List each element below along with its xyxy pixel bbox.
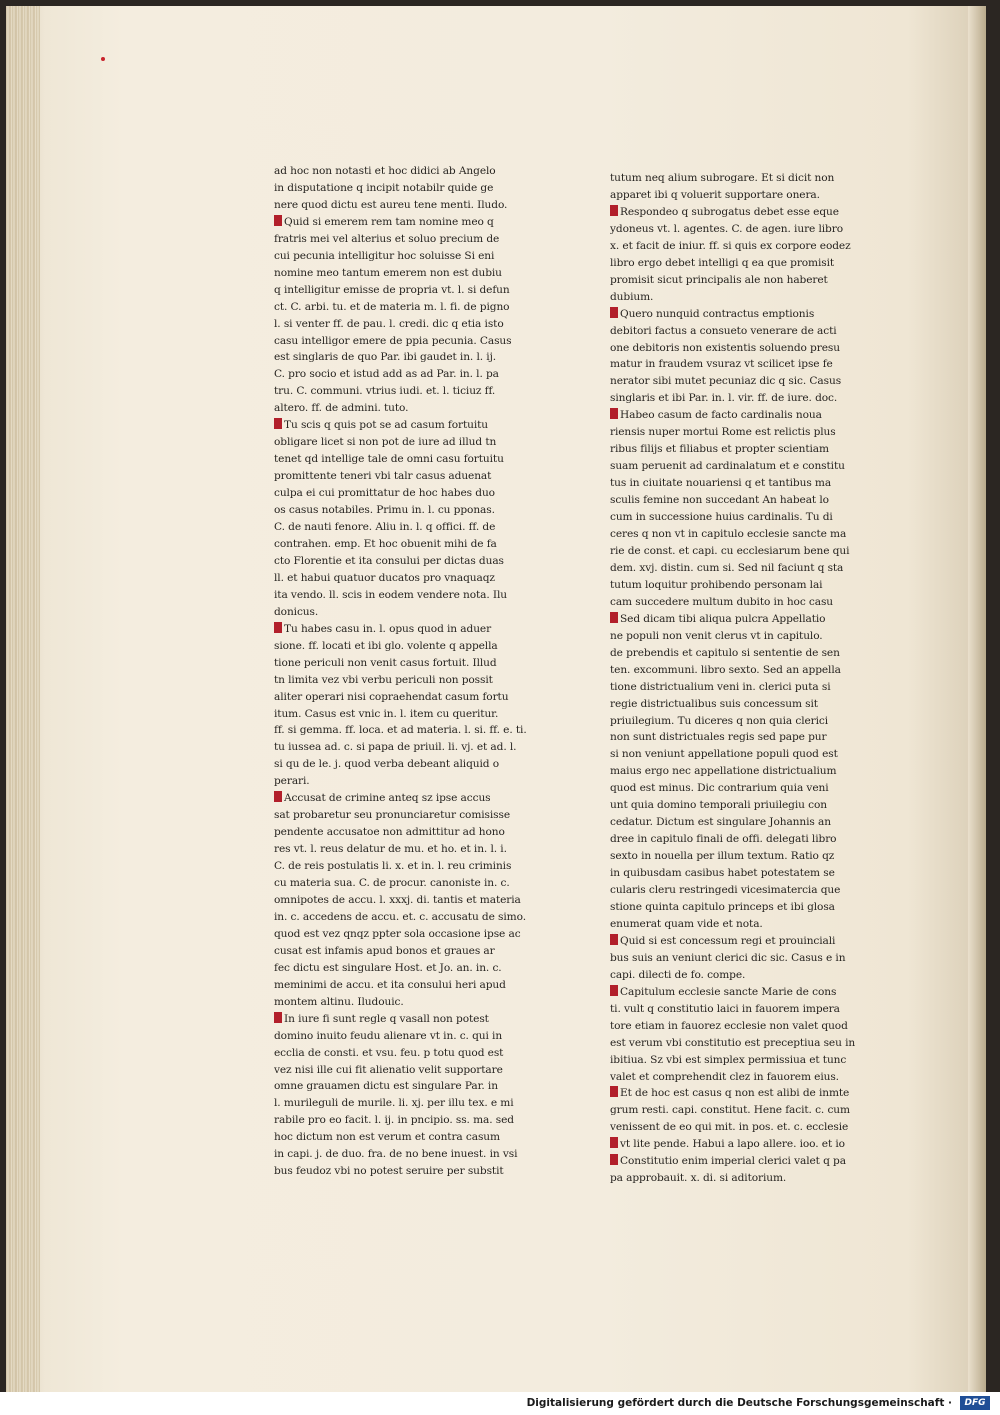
- line-text: Quero nunquid contractus emptionis: [620, 307, 815, 320]
- line-text: Sed dicam tibi aliqua pulcra Appellatio: [620, 612, 826, 625]
- text-line: [274, 1045, 546, 1062]
- text-line: [274, 1062, 546, 1079]
- text-line: [610, 814, 878, 831]
- line-text: Accusat de crimine anteq sz ipse accus: [284, 792, 491, 805]
- text-line: [274, 722, 546, 739]
- line-text: cularis cleru restringedi vicesimatercia que: [610, 884, 841, 897]
- text-line: [610, 611, 878, 628]
- line-text: ti. vult q constitutio laici in fauorem impera: [610, 1002, 840, 1015]
- line-text: tru. C. communi. vtrius iudi. et. l. ticiuz ff.: [274, 385, 496, 398]
- line-text: aliter operari nisi copraehendat casum fortu: [274, 690, 509, 703]
- line-text: l. si venter ff. de pau. l. credi. dic q etia isto: [274, 317, 504, 330]
- line-text: sculis femine non succedant An habeat lo: [610, 494, 829, 507]
- line-text: itum. Casus est vnic in. l. item cu queritur.: [274, 707, 499, 720]
- text-line: [274, 502, 546, 519]
- text-line: [610, 831, 878, 848]
- line-text: ct. C. arbi. tu. et de materia m. l. fi. de pigno: [274, 300, 510, 313]
- text-line: [274, 570, 546, 587]
- right-text-column: [610, 170, 878, 1187]
- text-line: [610, 373, 878, 390]
- line-text: de prebendis et capitulo si sententie de sen: [610, 646, 840, 659]
- rubric-mark: [610, 205, 618, 216]
- line-text: nerator sibi mutet pecuniaz dic q sic. Casus: [610, 375, 842, 388]
- line-text: libro ergo debet intelligi q ea que promisit: [610, 256, 835, 269]
- text-line: [610, 1119, 878, 1136]
- text-line: [610, 492, 878, 509]
- text-line: [274, 434, 546, 451]
- text-line: [610, 187, 878, 204]
- text-line: [610, 848, 878, 865]
- text-line: [274, 977, 546, 994]
- line-text: Tu scis q quis pot se ad casum fortuitu: [284, 419, 489, 432]
- text-line: [610, 1018, 878, 1035]
- line-text: cedatur. Dictum est singulare Johannis an: [610, 816, 831, 829]
- text-line: [610, 475, 878, 492]
- line-text: In iure fi sunt regle q vasall non potest: [284, 1012, 489, 1025]
- rubric-mark: [610, 408, 618, 419]
- text-line: [610, 916, 878, 933]
- line-text: bus suis an veniunt clerici dic sic. Casus e in: [610, 951, 846, 964]
- line-text: donicus.: [274, 605, 319, 618]
- line-text: rie de const. et capi. cu ecclesiarum bene qui: [610, 544, 850, 557]
- text-line: [610, 1052, 878, 1069]
- line-text: enumerat quam vide et nota.: [610, 917, 763, 930]
- line-text: regie districtualibus suis concessum sit: [610, 697, 818, 710]
- text-line: [274, 672, 546, 689]
- text-line: [274, 587, 546, 604]
- line-text: pa approbauit. x. di. si aditorium.: [610, 1172, 787, 1185]
- text-line: [610, 696, 878, 713]
- text-line: [274, 553, 546, 570]
- text-line: [610, 1136, 878, 1153]
- line-text: stione quinta capitulo princeps et ibi glosa: [610, 900, 835, 913]
- text-line: [610, 526, 878, 543]
- line-text: est verum vbi constitutio est preceptiua seu in: [610, 1036, 856, 1049]
- line-text: quod est minus. Dic contrarium quia veni: [610, 782, 829, 795]
- text-line: [274, 1011, 546, 1028]
- line-text: x. et facit de iniur. ff. si quis ex corpore eodez: [610, 239, 851, 252]
- text-line: [610, 306, 878, 323]
- text-line: [610, 509, 878, 526]
- line-text: q intelligitur emisse de propria vt. l. si defun: [274, 283, 510, 296]
- line-text: montem altinu. Iludouic.: [274, 995, 404, 1008]
- text-line: [274, 248, 546, 265]
- text-line: [274, 892, 546, 909]
- text-line: [274, 841, 546, 858]
- line-text: maius ergo nec appellatione districtualium: [610, 765, 837, 778]
- text-line: [610, 1035, 878, 1052]
- line-text: Quid si emerem rem tam nomine meo q: [284, 215, 494, 228]
- rubric-mark: [274, 418, 282, 429]
- text-line: [274, 807, 546, 824]
- page-stack-edge: [6, 6, 40, 1392]
- text-line: [274, 197, 546, 214]
- line-text: ceres q non vt in capitulo ecclesie sancte ma: [610, 528, 847, 541]
- line-text: Respondeo q subrogatus debet esse eque: [620, 205, 839, 218]
- rubric-mark: [610, 1086, 618, 1097]
- line-text: obligare licet si non pot de iure ad illud tn: [274, 436, 497, 449]
- text-line: [274, 756, 546, 773]
- line-text: est singlaris de quo Par. ibi gaudet in. l. ij.: [274, 351, 497, 364]
- text-line: [610, 560, 878, 577]
- line-text: tutum loquitur prohibendo personam lai: [610, 578, 823, 591]
- line-text: tore etiam in fauorez ecclesie non valet quod: [610, 1019, 848, 1032]
- text-line: [274, 231, 546, 248]
- dfg-logo: DFG: [960, 1396, 990, 1410]
- line-text: os casus notabiles. Primu in. l. cu pponas.: [274, 504, 495, 517]
- line-text: omnipotes de accu. l. xxxj. di. tantis et materia: [274, 893, 521, 906]
- text-line: [274, 1028, 546, 1045]
- line-text: cum in successione huius cardinalis. Tu di: [610, 511, 833, 524]
- line-text: cusat est infamis apud bonos et graues ar: [274, 944, 495, 957]
- line-text: ad hoc non notasti et hoc didici ab Angelo: [274, 165, 496, 177]
- line-text: cu materia sua. C. de procur. canoniste in. c.: [274, 877, 510, 890]
- line-text: ten. excommuni. libro sexto. Sed an appella: [610, 663, 841, 676]
- line-text: hoc dictum non est verum et contra casum: [274, 1131, 500, 1144]
- text-line: [274, 909, 546, 926]
- line-text: ydoneus vt. l. agentes. C. de agen. iure libro: [610, 222, 843, 235]
- text-line: [610, 797, 878, 814]
- line-text: vez nisi ille cui fit alienatio velit supportare: [274, 1063, 503, 1076]
- line-text: capi. dilecti de fo. compe.: [610, 968, 746, 981]
- line-text: vt lite pende. Habui a lapo allere. ioo. et io: [620, 1138, 845, 1151]
- text-line: [610, 170, 878, 187]
- line-text: tione districtualium veni in. clerici puta si: [610, 680, 831, 693]
- line-text: si qu de le. j. quod verba debeant aliquid o: [274, 758, 499, 771]
- text-line: [274, 417, 546, 434]
- line-text: l. murileguli de murile. li. xj. per illu tex. e mi: [274, 1097, 514, 1110]
- line-text: venissent de eo qui mit. in pos. et. c. ecclesie: [610, 1121, 849, 1134]
- text-line: [610, 390, 878, 407]
- text-line: [610, 713, 878, 730]
- line-text: riensis nuper mortui Rome est relictis plus: [610, 426, 836, 439]
- text-line: [610, 424, 878, 441]
- text-line: [274, 468, 546, 485]
- text-line: [274, 349, 546, 366]
- text-line: [610, 407, 878, 424]
- rubric-mark: [610, 307, 618, 318]
- text-line: [274, 400, 546, 417]
- rubric-mark: [274, 622, 282, 633]
- text-line: [610, 899, 878, 916]
- line-text: contrahen. emp. Et hoc obuenit mihi de fa: [274, 537, 497, 550]
- text-line: [274, 519, 546, 536]
- text-line: [610, 1001, 878, 1018]
- line-text: apparet ibi q voluerit supportare onera.: [610, 188, 820, 201]
- text-line: [274, 875, 546, 892]
- text-line: [610, 984, 878, 1001]
- line-text: si non veniunt appellatione populi quod est: [610, 748, 838, 761]
- line-text: cui pecunia intelligitur hoc soluisse Si eni: [274, 249, 495, 262]
- text-line: [610, 289, 878, 306]
- line-text: tione periculi non venit casus fortuit. Illud: [274, 656, 497, 669]
- text-line: [274, 604, 546, 621]
- text-line: [274, 1163, 546, 1180]
- text-line: [610, 628, 878, 645]
- line-text: ibitiua. Sz vbi est simplex permissiua et tunc: [610, 1053, 847, 1066]
- text-line: [610, 594, 878, 611]
- rubric-mark: [610, 1154, 618, 1165]
- text-line: [274, 282, 546, 299]
- line-text: meminimi de accu. et ita consului heri apud: [274, 978, 506, 991]
- text-line: [274, 943, 546, 960]
- line-text: Constitutio enim imperial clerici valet q pa: [620, 1155, 846, 1168]
- text-line: [274, 536, 546, 553]
- text-line: [610, 1170, 878, 1187]
- text-line: [274, 824, 546, 841]
- red-ink-mark: [101, 57, 105, 61]
- line-text: valet et comprehendit clez in fauorem eius.: [610, 1070, 839, 1083]
- line-text: in disputatione q incipit notabilr quide ge: [274, 181, 494, 194]
- text-line: [274, 994, 546, 1011]
- text-line: [610, 458, 878, 475]
- line-text: ff. si gemma. ff. loca. et ad materia. l. si. ff. e. ti.: [274, 724, 527, 737]
- text-line: [610, 221, 878, 238]
- text-line: [274, 485, 546, 502]
- text-line: [610, 933, 878, 950]
- line-text: fratris mei vel alterius et soluo precium de: [274, 232, 500, 245]
- text-line: [274, 689, 546, 706]
- line-text: priuilegium. Tu diceres q non quia clerici: [610, 714, 829, 727]
- line-text: suam peruenit ad cardinalatum et e constitu: [610, 460, 845, 473]
- line-text: Quid si est concessum regi et prouinciali: [620, 934, 836, 947]
- text-line: [610, 645, 878, 662]
- line-text: Capitulum ecclesie sancte Marie de cons: [620, 985, 837, 998]
- text-line: [610, 679, 878, 696]
- text-line: [610, 1085, 878, 1102]
- text-line: [610, 746, 878, 763]
- text-line: [610, 780, 878, 797]
- line-text: dem. xvj. distin. cum si. Sed nil faciunt q sta: [610, 561, 844, 574]
- text-line: [274, 638, 546, 655]
- line-text: sione. ff. locati et ibi glo. volente q appella: [274, 639, 498, 652]
- line-text: debitori factus a consueto venerare de acti: [610, 324, 837, 337]
- line-text: fec dictu est singulare Host. et Jo. an. in. c.: [274, 961, 502, 974]
- text-line: [274, 180, 546, 197]
- line-text: sat probaretur seu pronunciaretur comisisse: [274, 809, 511, 822]
- line-text: singlaris et ibi Par. in. l. vir. ff. de iure. doc.: [610, 392, 838, 405]
- line-text: ll. et habui quatuor ducatos pro vnaquaqz: [274, 571, 495, 584]
- line-text: promittente teneri vbi talr casus aduenat: [274, 470, 492, 483]
- line-text: tutum neq alium subrogare. Et si dicit non: [610, 172, 835, 184]
- text-line: [610, 543, 878, 560]
- text-line: [610, 356, 878, 373]
- line-text: Et de hoc est casus q non est alibi de inmte: [620, 1087, 850, 1100]
- line-text: sexto in nouella per illum textum. Ratio qz: [610, 850, 835, 863]
- line-text: culpa ei cui promittatur de hoc habes duo: [274, 487, 495, 500]
- line-text: grum resti. capi. constitut. Hene facit. c. cum: [610, 1104, 850, 1117]
- text-line: [274, 773, 546, 790]
- dfg-credit-text: Digitalisierung gefördert durch die Deutsche Forschungsgemeinschaft ·: [526, 1397, 952, 1409]
- text-line: [610, 441, 878, 458]
- line-text: Tu habes casu in. l. opus quod in aduer: [284, 622, 492, 635]
- text-line: [274, 926, 546, 943]
- text-line: [610, 1102, 878, 1119]
- text-line: [274, 265, 546, 282]
- text-line: [274, 299, 546, 316]
- line-text: perari.: [274, 775, 310, 788]
- text-line: [274, 655, 546, 672]
- text-line: [610, 1153, 878, 1170]
- text-line: [274, 366, 546, 383]
- line-text: one debitoris non existentis soluendo presu: [610, 341, 840, 354]
- line-text: quod est vez qnqz ppter sola occasione ipse ac: [274, 927, 521, 940]
- text-line: [274, 1078, 546, 1095]
- line-text: ne populi non venit clerus vt in capitulo.: [610, 629, 823, 642]
- page-gutter-shadow: [968, 6, 986, 1392]
- rubric-mark: [610, 934, 618, 945]
- text-line: [610, 577, 878, 594]
- text-line: [274, 739, 546, 756]
- text-line: [274, 790, 546, 807]
- text-line: [610, 763, 878, 780]
- text-line: [274, 163, 546, 180]
- line-text: tenet qd intellige tale de omni casu fortuitu: [274, 453, 504, 466]
- line-text: Habeo casum de facto cardinalis noua: [620, 409, 822, 422]
- text-line: [274, 1112, 546, 1129]
- line-text: rabile pro eo facit. l. ij. in pncipio. ss. ma. sed: [274, 1114, 514, 1127]
- line-text: promisit sicut principalis ale non haberet: [610, 273, 828, 286]
- text-line: [274, 1146, 546, 1163]
- line-text: ecclia de consti. et vsu. feu. p totu quod est: [274, 1046, 504, 1059]
- line-text: bus feudoz vbi no potest seruire per substit: [274, 1165, 504, 1178]
- line-text: tn limita vez vbi verbu periculi non possit: [274, 673, 493, 686]
- line-text: C. de reis postulatis li. x. et in. l. reu criminis: [274, 860, 512, 873]
- line-text: nere quod dictu est aureu tene menti. Iludo.: [274, 198, 508, 211]
- text-line: [610, 238, 878, 255]
- text-line: [610, 340, 878, 357]
- text-line: [274, 621, 546, 638]
- rubric-mark: [274, 215, 282, 226]
- rubric-mark: [610, 612, 618, 623]
- line-text: nomine meo tantum emerem non est dubiu: [274, 266, 502, 279]
- text-line: [610, 950, 878, 967]
- line-text: dree in capitulo finali de offi. delegati libro: [610, 833, 837, 846]
- line-text: ribus filijs et filiabus et propter scientiam: [610, 443, 829, 456]
- text-line: [610, 272, 878, 289]
- line-text: C. pro socio et istud add as ad Par. in. l. pa: [274, 368, 499, 381]
- text-line: [610, 1069, 878, 1086]
- line-text: cam succedere multum dubito in hoc casu: [610, 595, 834, 608]
- text-line: [610, 662, 878, 679]
- text-line: [274, 960, 546, 977]
- line-text: res vt. l. reus delatur de mu. et ho. et in. l. i.: [274, 843, 507, 856]
- text-line: [610, 255, 878, 272]
- text-line: [610, 729, 878, 746]
- line-text: omne grauamen dictu est singulare Par. in: [274, 1080, 498, 1093]
- line-text: cto Florentie et ita consului per dictas duas: [274, 554, 504, 567]
- line-text: pendente accusatoe non admittitur ad hono: [274, 826, 505, 839]
- line-text: in quibusdam casibus habet potestatem se: [610, 867, 835, 880]
- text-line: [610, 323, 878, 340]
- line-text: in. c. accedens de accu. et. c. accusatu de simo.: [274, 910, 526, 923]
- line-text: tus in ciuitate nouariensi q et tantibus ma: [610, 477, 832, 490]
- line-text: ita vendo. ll. scis in eodem vendere nota. Ilu: [274, 588, 508, 601]
- digitization-footer: [0, 1392, 1000, 1415]
- line-text: dubium.: [610, 290, 654, 303]
- line-text: casu intelligor emere de ppia pecunia. Casus: [274, 334, 512, 347]
- text-line: [610, 865, 878, 882]
- line-text: domino inuito feudu alienare vt in. c. qui in: [274, 1029, 503, 1042]
- left-text-column: [274, 163, 546, 1180]
- rubric-mark: [610, 1137, 618, 1148]
- text-line: [274, 316, 546, 333]
- line-text: in capi. j. de duo. fra. de no bene inuest. in vsi: [274, 1148, 518, 1161]
- text-line: [274, 1095, 546, 1112]
- rubric-mark: [274, 791, 282, 802]
- text-line: [274, 333, 546, 350]
- line-text: altero. ff. de admini. tuto.: [274, 402, 409, 415]
- text-line: [274, 451, 546, 468]
- rubric-mark: [274, 1012, 282, 1023]
- line-text: tu iussea ad. c. si papa de priuil. li. vj. et ad. l.: [274, 741, 517, 754]
- text-line: [610, 967, 878, 984]
- text-line: [610, 882, 878, 899]
- text-line: [274, 858, 546, 875]
- rubric-mark: [610, 985, 618, 996]
- text-line: [274, 706, 546, 723]
- text-line: [274, 214, 546, 231]
- text-line: [274, 383, 546, 400]
- line-text: non sunt districtuales regis sed pape pur: [610, 731, 827, 744]
- line-text: unt quia domino temporali priuilegiu con: [610, 799, 827, 812]
- line-text: matur in fraudem vsuraz vt scilicet ipse fe: [610, 358, 833, 371]
- text-line: [274, 1129, 546, 1146]
- line-text: C. de nauti fenore. Aliu in. l. q offici. ff. de: [274, 521, 496, 534]
- text-line: [610, 204, 878, 221]
